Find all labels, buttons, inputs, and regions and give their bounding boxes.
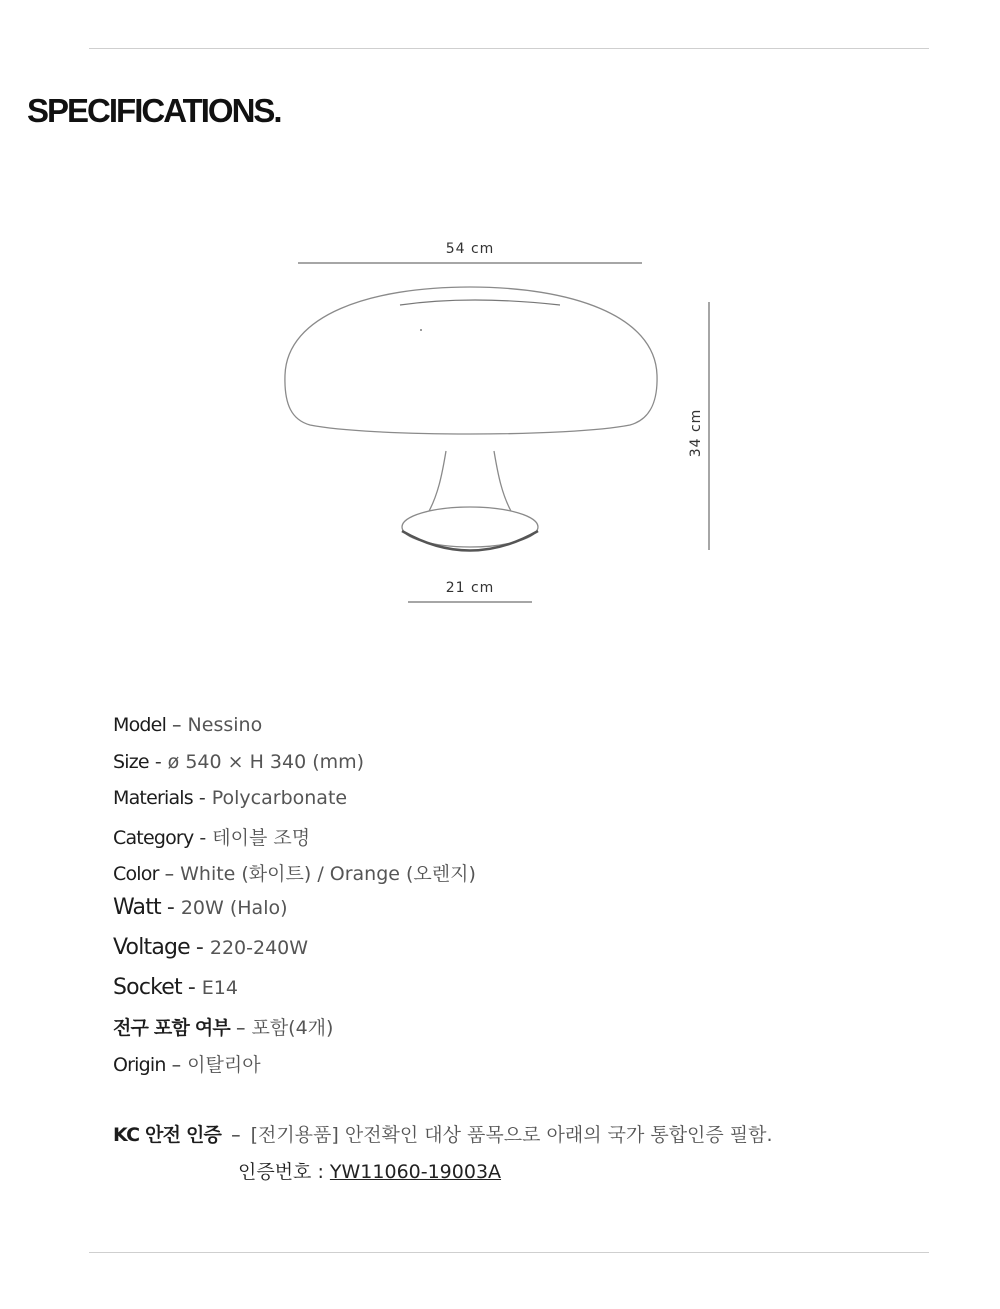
spec-row-origin xyxy=(113,1050,261,1077)
spec-label: Category xyxy=(113,827,194,849)
spec-label: Size xyxy=(113,751,149,773)
spec-label: 전구 포함 여부 xyxy=(113,1017,230,1039)
base-label: 21 cm xyxy=(445,580,495,596)
spec-row-watt xyxy=(113,895,288,920)
cert-number-link[interactable]: YW11060-19003A xyxy=(329,1161,502,1183)
spec-label: Color xyxy=(113,863,159,885)
spec-separator: – xyxy=(172,714,182,736)
spec-value: E14 xyxy=(201,977,238,999)
spec-row-bulb-included xyxy=(113,1013,333,1040)
spec-row-model xyxy=(113,714,262,736)
cert-label: 인증번호 : xyxy=(238,1161,324,1183)
height-label: 34 cm xyxy=(688,408,704,458)
spec-row-materials xyxy=(113,787,347,809)
spec-separator: - xyxy=(166,895,175,920)
spec-label: Socket xyxy=(113,975,182,1000)
spec-row-color xyxy=(113,859,476,886)
lamp-dimension-diagram xyxy=(270,225,740,620)
spec-value: Nessino xyxy=(187,714,263,736)
spec-value: Polycarbonate xyxy=(211,787,348,809)
bottom-divider xyxy=(89,1252,929,1253)
page-title: SPECIFICATIONS. xyxy=(27,92,281,129)
width-label: 54 cm xyxy=(445,241,495,257)
shade-dot xyxy=(420,329,422,331)
spec-value: 포함(4개) xyxy=(251,1017,334,1039)
kc-value: [전기용품] 안전확인 대상 품목으로 아래의 국가 통합인증 필함. xyxy=(250,1124,773,1146)
spec-label: Model xyxy=(113,714,167,736)
spec-separator: – xyxy=(164,863,175,885)
spec-value: 20W (Halo) xyxy=(180,897,288,919)
spec-row-category xyxy=(113,823,310,850)
spec-separator: - xyxy=(187,975,196,1000)
spec-row-voltage xyxy=(113,935,308,960)
spec-value: 220-240W xyxy=(209,937,309,959)
spec-label: Voltage xyxy=(113,935,190,960)
lamp-shade xyxy=(285,287,657,434)
spec-separator: – xyxy=(171,1054,182,1076)
spec-value: 테이블 조명 xyxy=(212,827,311,849)
spec-label: Materials xyxy=(113,787,193,809)
spec-separator: - xyxy=(198,787,206,809)
spec-separator: - xyxy=(154,751,162,773)
spec-value: ø 540 × H 340 (mm) xyxy=(167,751,365,773)
spec-row-size xyxy=(113,751,364,773)
spec-label: Watt xyxy=(113,895,161,920)
spec-separator: – xyxy=(235,1017,246,1039)
kc-certification xyxy=(113,1120,773,1147)
spec-value: White (화이트) / Orange (오렌지) xyxy=(180,863,476,885)
spec-row-socket xyxy=(113,975,238,1000)
lamp-stem xyxy=(428,451,512,513)
kc-separator: – xyxy=(231,1124,241,1146)
spec-separator: - xyxy=(195,935,204,960)
spec-value: 이탈리아 xyxy=(187,1054,261,1076)
certification-number xyxy=(238,1157,501,1184)
spec-separator: - xyxy=(199,827,207,849)
spec-label: Origin xyxy=(113,1054,166,1076)
top-divider xyxy=(89,48,929,49)
kc-label: KC 안전 인증 xyxy=(113,1124,222,1146)
